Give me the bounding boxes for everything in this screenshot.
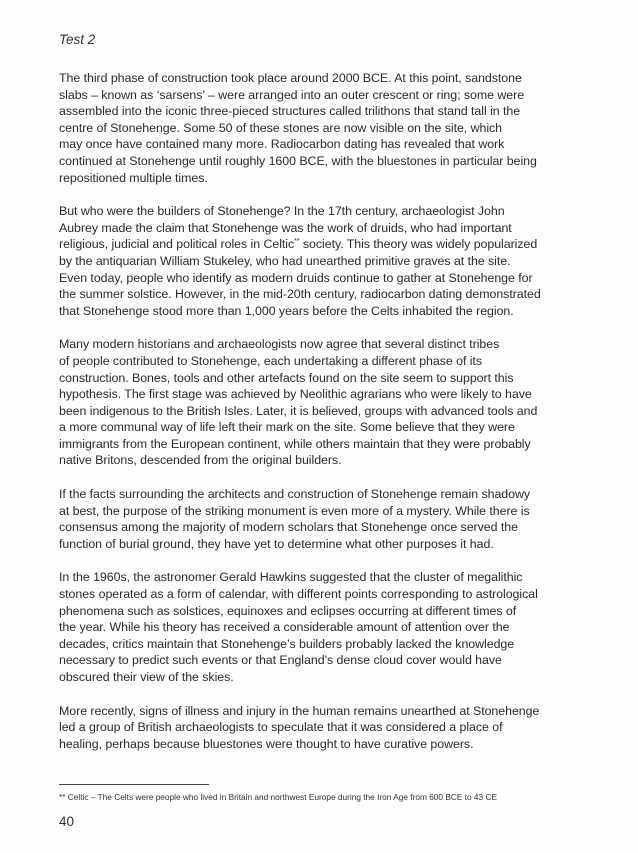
text-line: centre of Stonehenge. Some 50 of these stones are now visible on the site, which (59, 120, 503, 135)
footnote (59, 792, 497, 802)
text-line: assembled into the iconic three-pieced structures called trilithons that stand tall in the (59, 104, 521, 119)
text-line: slabs – known as ‘sarsens’ – were arranged into an outer crescent or ring; some were (59, 87, 525, 102)
text-line-with-footnote-ref (59, 236, 595, 253)
page-number: 40 (59, 814, 75, 829)
text-line: of people contributed to Stonehenge, each undertaking a different phase of its (59, 353, 482, 368)
text-line: Aubrey made the claim that Stonehenge was the work of druids, who had important (59, 220, 512, 235)
page-header-title: Test 2 (59, 32, 96, 47)
text-line: native Britons, descended from the original builders. (59, 453, 342, 468)
footnote-divider (59, 784, 209, 785)
text-fragment: society. This theory was widely popularized (299, 237, 538, 252)
text-line: immigrants from the European continent, while others maintain that they were probably (59, 436, 531, 451)
article-body (59, 70, 595, 769)
text-line: by the antiquarian William Stukeley, who had unearthed primitive graves at the site. (59, 253, 511, 268)
text-line: phenomena such as solstices, equinoxes and eclipses occurring at different times of (59, 603, 517, 618)
paragraph-calendar-theory (59, 569, 595, 685)
footnote-text: Celtic – The Celts were people who lived in Britain and northwest Europe during the Iron Age from 600 BCE to 43 CE (65, 792, 497, 802)
text-line: been indigenous to the British Isles. Later, it is believed, groups with advanced tools and (59, 403, 538, 418)
text-line: stones operated as a form of calendar, with different points corresponding to astrological (59, 587, 538, 602)
text-line: obscured their view of the skies. (59, 670, 234, 684)
text-line: that Stonehenge stood more than 1,000 years before the Celts inhabited the region. (59, 303, 514, 318)
text-line: continued at Stonehenge until roughly 1600 BCE, with the bluestones in particular being (59, 153, 537, 168)
text-line: function of burial ground, they have yet to determine what other purposes it had. (59, 536, 494, 551)
text-line: construction. Bones, tools and other artefacts found on the site seem to support this (59, 370, 514, 385)
text-line: the summer solstice. However, in the mid-20th century, radiocarbon dating demonstrated (59, 287, 541, 302)
text-line: necessary to predict such events or that England’s dense cloud cover would have (59, 653, 502, 668)
text-line: the year. While his theory has received a considerable amount of attention over the (59, 620, 510, 635)
footnote-reference-marker: ** (294, 238, 300, 246)
paragraph-distinct-tribes (59, 336, 595, 469)
paragraph-third-phase (59, 70, 595, 186)
text-line: repositioned multiple times. (59, 170, 208, 185)
paragraph-purpose (59, 486, 595, 552)
text-line: But who were the builders of Stonehenge? In the 17th century, archaeologist John (59, 204, 505, 219)
text-line: may once have contained many more. Radiocarbon dating has revealed that work (59, 137, 505, 152)
text-line: a more communal way of life left their mark on the site. Some believe that they were (59, 420, 515, 435)
text-line: Many modern historians and archaeologists now agree that several distinct tribes (59, 337, 500, 352)
text-line: In the 1960s, the astronomer Gerald Hawkins suggested that the cluster of megalithic (59, 570, 523, 585)
footnote-marker: ** (59, 792, 66, 802)
text-line: Even today, people who identify as modern druids continue to gather at Stonehenge for (59, 270, 533, 285)
text-line: at best, the purpose of the striking monument is even more of a mystery. While there is (59, 503, 530, 518)
text-line: healing, perhaps because bluestones were thought to have curative powers. (59, 736, 474, 751)
text-line: More recently, signs of illness and injury in the human remains unearthed at Stonehenge (59, 703, 540, 718)
text-fragment: religious, judicial and political roles in Celtic (59, 237, 295, 252)
text-line: The third phase of construction took place around 2000 BCE. At this point, sandstone (59, 71, 522, 85)
text-line: led a group of British archaeologists to speculate that it was considered a place of (59, 720, 503, 735)
text-line: hypothesis. The first stage was achieved by Neolithic agrarians who were likely to have (59, 387, 532, 402)
paragraph-builders (59, 203, 595, 319)
text-line: decades, critics maintain that Stonehenge’s builders probably lacked the knowledge (59, 636, 515, 651)
text-line: If the facts surrounding the architects and construction of Stonehenge remain shadowy (59, 487, 531, 502)
text-line: consensus among the majority of modern scholars that Stonehenge once served the (59, 520, 518, 535)
paragraph-healing (59, 703, 595, 753)
